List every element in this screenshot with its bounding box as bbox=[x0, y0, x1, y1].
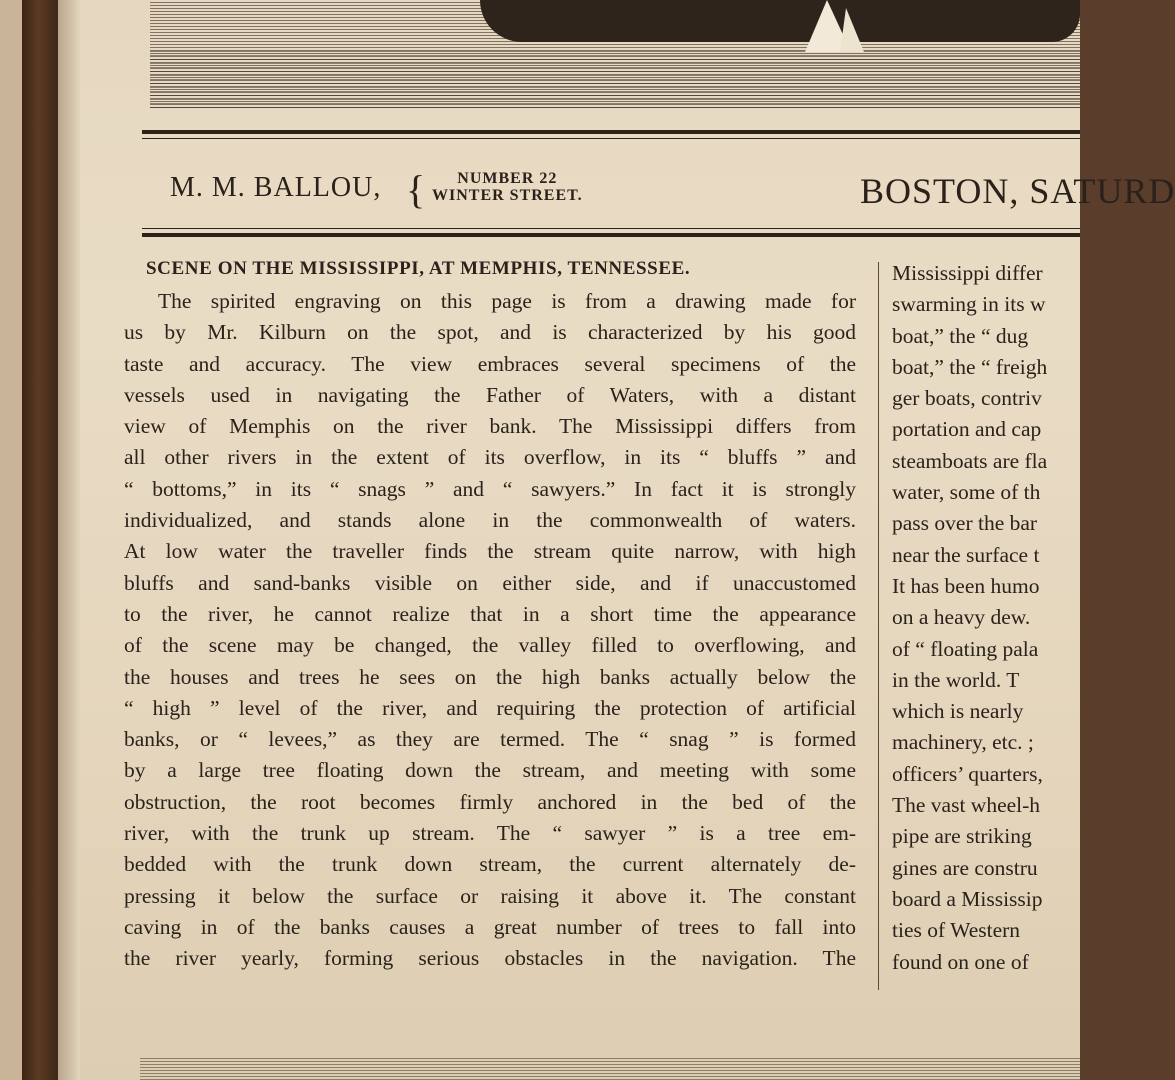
article-line: to the river, he cannot realize that in a short time the appearance bbox=[124, 601, 856, 626]
article-line: the houses and trees he sees on the high banks actually below the bbox=[124, 664, 856, 689]
article-line: At low water the traveller finds the stream quite narrow, with high bbox=[124, 539, 856, 564]
column-rule bbox=[878, 262, 879, 990]
address-brace: { bbox=[406, 167, 426, 212]
next-column-line: gines are constru bbox=[892, 855, 1038, 880]
article-line: taste and accuracy. The view embraces several specimens of the bbox=[124, 351, 856, 376]
frame-mat bbox=[58, 0, 80, 1080]
picture-frame bbox=[22, 0, 58, 1080]
masthead-top-rule-thin bbox=[142, 138, 1080, 139]
article-line: caving in of the banks causes a great number of trees to fall into bbox=[124, 914, 856, 939]
article-line: bluffs and sand-banks visible on either side, and if unaccustomed bbox=[124, 570, 856, 595]
next-column-line: of “ floating pala bbox=[892, 636, 1039, 661]
next-column-line: board a Mississip bbox=[892, 886, 1043, 911]
next-column-line: which is nearly bbox=[892, 699, 1024, 724]
next-column-line: steamboats are fla bbox=[892, 448, 1048, 473]
masthead-bottom-rule-thin bbox=[142, 228, 1080, 229]
publisher-address bbox=[432, 170, 583, 204]
next-column-line: It has been humo bbox=[892, 573, 1040, 598]
article-line: banks, or “ levees,” as they are termed. The “ snag ” is formed bbox=[124, 727, 856, 752]
next-column-line: pass over the bar bbox=[892, 511, 1038, 536]
next-column-line: swarming in its w bbox=[892, 292, 1046, 317]
next-column-line: found on one of bbox=[892, 949, 1029, 974]
article-line: vessels used in navigating the Father of Waters, with a distant bbox=[124, 382, 856, 407]
next-column-body bbox=[892, 258, 1112, 978]
article-line: all other rivers in the extent of its overflow, in its “ bluffs ” and bbox=[124, 445, 856, 470]
masthead-bottom-rule-thick bbox=[142, 233, 1080, 237]
next-column-line: on a heavy dew. bbox=[892, 605, 1031, 630]
next-column-line: boat,” the “ dug bbox=[892, 323, 1029, 348]
masthead bbox=[170, 167, 1175, 218]
next-column-line: pipe are striking bbox=[892, 824, 1032, 849]
engraving-water bbox=[150, 48, 1080, 108]
article-line: “ bottoms,” in its “ snags ” and “ sawyers.” In fact it is strongly bbox=[124, 476, 856, 501]
next-column-line: machinery, etc. ; bbox=[892, 730, 1034, 755]
next-column-line: Mississippi differ bbox=[892, 261, 1043, 285]
article-line: obstruction, the root becomes firmly anchored in the bed of the bbox=[124, 789, 856, 814]
publisher-name: M. M. BALLOU, bbox=[170, 172, 382, 203]
next-column-line: in the world. T bbox=[892, 667, 1020, 692]
address-line-1: NUMBER 22 bbox=[457, 170, 558, 187]
wall-background bbox=[0, 0, 22, 1080]
article-line: river, with the trunk up stream. The “ sawyer ” is a tree em- bbox=[124, 821, 856, 846]
engraving-illustration bbox=[150, 0, 1080, 108]
next-column-line: ties of Western bbox=[892, 918, 1021, 943]
next-column-line: ger boats, contriv bbox=[892, 386, 1042, 411]
next-column-line: near the surface t bbox=[892, 542, 1040, 567]
next-column-line: officers’ quarters, bbox=[892, 761, 1043, 786]
address-line-2: WINTER STREET. bbox=[432, 187, 583, 204]
article-column bbox=[124, 258, 856, 975]
sailboat-jib bbox=[840, 8, 864, 52]
next-column-line: boat,” the “ freigh bbox=[892, 354, 1048, 379]
next-column-line: The vast wheel-h bbox=[892, 793, 1041, 818]
next-column bbox=[892, 258, 1112, 978]
article-line: us by Mr. Kilburn on the spot, and is characterized by his good bbox=[124, 320, 856, 345]
article-line: bedded with the trunk down stream, the current alternately de- bbox=[124, 852, 856, 877]
bottom-engraving-edge bbox=[140, 1058, 1080, 1080]
newspaper-page bbox=[80, 0, 1175, 1080]
article-line: individualized, and stands alone in the commonwealth of waters. bbox=[124, 508, 856, 533]
dateline: BOSTON, SATURD bbox=[860, 171, 1175, 211]
article-line: The spirited engraving on this page is from a drawing made for bbox=[158, 289, 856, 313]
article-line: the river yearly, forming serious obstacles in the navigation. The bbox=[124, 946, 856, 971]
article-line: pressing it below the surface or raising it above it. The constant bbox=[124, 883, 856, 908]
article-line: view of Memphis on the river bank. The Mississippi differs from bbox=[124, 414, 856, 439]
next-column-line: water, some of th bbox=[892, 480, 1041, 505]
next-column-line: portation and cap bbox=[892, 417, 1042, 442]
masthead-top-rule-thick bbox=[142, 130, 1080, 134]
article-line: of the scene may be changed, the valley filled to overflowing, and bbox=[124, 633, 856, 658]
article-headline: SCENE ON THE MISSISSIPPI, AT MEMPHIS, TENNESSEE. bbox=[146, 258, 691, 279]
article-line: by a large tree floating down the stream, and meeting with some bbox=[124, 758, 856, 783]
article-line: “ high ” level of the river, and requiring the protection of artificial bbox=[124, 695, 856, 720]
steamboat-hull bbox=[480, 0, 1080, 42]
article-body bbox=[124, 286, 856, 975]
